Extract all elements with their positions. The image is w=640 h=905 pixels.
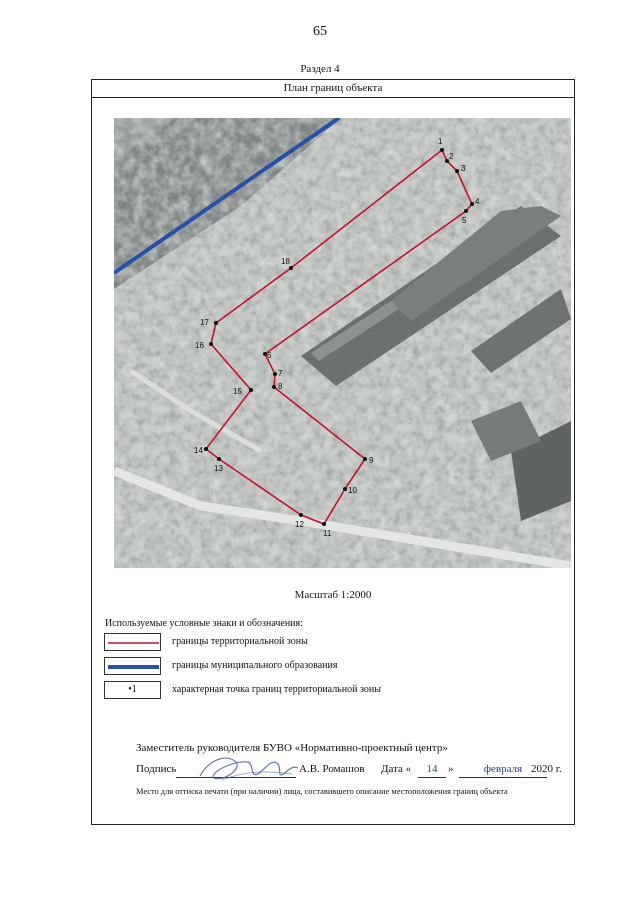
date-close-quote: » bbox=[448, 763, 454, 775]
boundary-point-16 bbox=[209, 342, 213, 346]
boundary-point-17 bbox=[214, 321, 218, 325]
boundary-point-label-7: 7 bbox=[278, 369, 283, 378]
boundary-point-13 bbox=[217, 457, 221, 461]
legend-swatch-zone bbox=[104, 633, 161, 651]
boundary-point-label-14: 14 bbox=[194, 446, 203, 455]
boundary-point-10 bbox=[343, 487, 347, 491]
section-title: Раздел 4 bbox=[300, 63, 340, 75]
boundary-point-label-2: 2 bbox=[449, 152, 454, 161]
boundary-point-11 bbox=[322, 522, 326, 526]
page-number: 65 bbox=[313, 24, 327, 39]
boundary-point-5 bbox=[464, 209, 468, 213]
aerial-map bbox=[114, 118, 571, 568]
legend-swatch-point bbox=[104, 681, 161, 699]
boundary-point-4 bbox=[470, 202, 474, 206]
map-canvas bbox=[114, 118, 571, 568]
boundary-point-label-11: 11 bbox=[323, 529, 332, 538]
boundary-point-7 bbox=[273, 372, 277, 376]
legend-label-zone: границы территориальной зоны bbox=[172, 636, 308, 647]
boundary-point-label-4: 4 bbox=[475, 197, 480, 206]
day-line bbox=[418, 777, 446, 778]
boundary-point-label-18: 18 bbox=[281, 257, 290, 266]
legend-item-boundary-point bbox=[104, 681, 564, 701]
frame-title: План границ объекта bbox=[92, 80, 574, 98]
date-month: февраля bbox=[483, 763, 523, 775]
boundary-point-1 bbox=[440, 148, 444, 152]
boundary-point-14 bbox=[204, 447, 208, 451]
boundary-point-label-10: 10 bbox=[348, 486, 357, 495]
signatory-title: Заместитель руководителя БУВО «Нормативно-проектный центр» bbox=[136, 742, 448, 754]
boundary-point-3 bbox=[455, 169, 459, 173]
boundary-point-12 bbox=[299, 513, 303, 517]
boundary-point-label-9: 9 bbox=[369, 456, 374, 465]
boundary-point-15 bbox=[249, 388, 253, 392]
legend-point-symbol: •1 bbox=[128, 684, 137, 695]
date-day: 14 bbox=[426, 763, 438, 775]
boundary-point-label-1: 1 bbox=[438, 137, 443, 146]
map-scale: Масштаб 1:2000 bbox=[294, 589, 372, 601]
handwritten-signature bbox=[192, 748, 302, 788]
legend-swatch-municipal bbox=[104, 657, 161, 675]
legend-title: Используемые условные знаки и обозначения: bbox=[105, 618, 303, 629]
boundary-point-label-8: 8 bbox=[278, 382, 283, 391]
boundary-point-label-3: 3 bbox=[461, 164, 466, 173]
legend-item-municipal-boundary bbox=[104, 657, 564, 677]
boundary-point-label-6: 6 bbox=[267, 351, 272, 360]
legend-item-zone-boundary bbox=[104, 633, 564, 653]
boundary-point-label-15: 15 bbox=[233, 387, 242, 396]
document-frame bbox=[91, 79, 575, 825]
signatory-name: А.В. Ромашов bbox=[299, 763, 365, 775]
boundary-point-label-13: 13 bbox=[214, 464, 223, 473]
boundary-point-label-5: 5 bbox=[462, 216, 467, 225]
stamp-note: Место для оттиска печати (при наличии) лица, составившего описание местоположения границ объекта bbox=[136, 787, 508, 796]
legend-label-point: характерная точка границ территориальной зоны bbox=[172, 684, 381, 695]
boundary-point-label-16: 16 bbox=[195, 341, 204, 350]
sign-label: Подпись bbox=[136, 763, 177, 775]
date-year: 2020 г. bbox=[531, 763, 562, 775]
legend-label-municipal: границы муниципального образования bbox=[172, 660, 338, 671]
boundary-point-18 bbox=[289, 266, 293, 270]
boundary-point-8 bbox=[272, 385, 276, 389]
boundary-point-9 bbox=[363, 457, 367, 461]
boundary-point-label-17: 17 bbox=[200, 318, 209, 327]
month-line bbox=[459, 777, 547, 778]
date-label: Дата « bbox=[381, 763, 412, 775]
boundary-point-label-12: 12 bbox=[295, 520, 304, 529]
